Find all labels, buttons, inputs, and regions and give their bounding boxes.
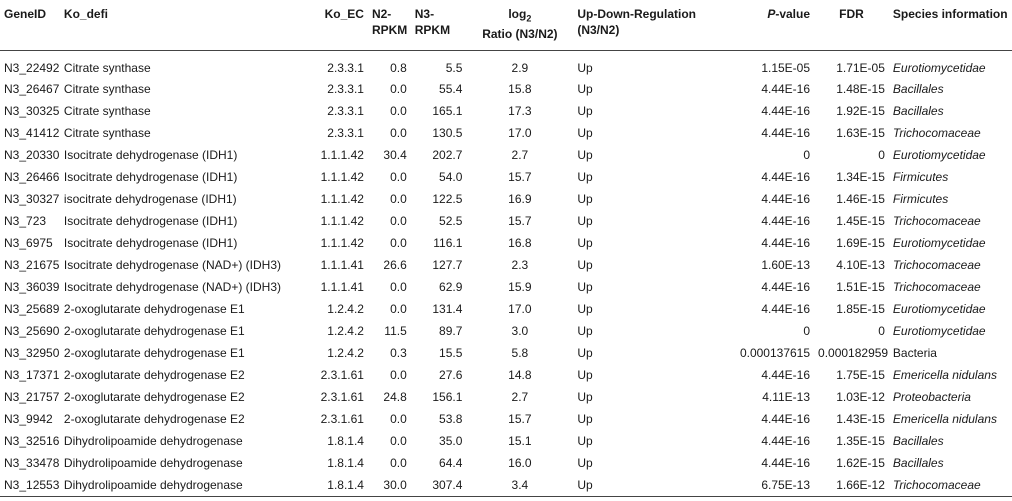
cell-regulation: Up bbox=[577, 412, 593, 426]
cell-regulation: Up bbox=[577, 280, 593, 294]
cell-n3-rpkm: 35.0 bbox=[439, 434, 463, 448]
cell-n2-rpkm: 0.0 bbox=[390, 302, 407, 316]
cell-fdr: 1.62E-15 bbox=[836, 456, 885, 470]
header-log-prefix: log bbox=[508, 7, 527, 21]
cell-n2-rpkm: 0.0 bbox=[390, 434, 407, 448]
cell-ko-defi: 2-oxoglutarate dehydrogenase E2 bbox=[63, 412, 245, 426]
header-log-suffix: Ratio (N3/N2) bbox=[482, 27, 558, 42]
cell-regulation: Up bbox=[577, 302, 593, 316]
cell-fdr: 1.45E-15 bbox=[836, 214, 885, 228]
cell-regulation: Up bbox=[577, 258, 593, 272]
cell-species: Eurotiomycetidae bbox=[892, 148, 986, 162]
cell-fdr: 1.34E-15 bbox=[836, 170, 885, 184]
cell-ko-ec: 1.8.1.4 bbox=[306, 474, 368, 496]
cell-ko-ec: 2.3.1.61 bbox=[320, 412, 364, 426]
table-row bbox=[0, 254, 1012, 276]
cell-n3-rpkm: 53.8 bbox=[439, 412, 463, 426]
cell-log2-ratio: 17.0 bbox=[508, 126, 532, 140]
cell-ko-defi: Isocitrate dehydrogenase (NAD+) (IDH3) bbox=[63, 258, 281, 272]
cell-log2-ratio: 2.9 bbox=[511, 61, 529, 76]
cell-ko-ec: 2.3.3.1 bbox=[327, 126, 364, 140]
cell-log2-ratio: 16.8 bbox=[508, 236, 532, 250]
cell-ko-ec: 1.1.1.41 bbox=[320, 258, 364, 272]
cell-ko-ec: 1.2.4.2 bbox=[327, 302, 364, 316]
header-pvalue-p: P bbox=[767, 7, 776, 21]
cell-ko-defi: Citrate synthase bbox=[63, 126, 151, 140]
cell-ko-defi: Isocitrate dehydrogenase (IDH1) bbox=[63, 170, 238, 184]
cell-gene-id: N3_33478 bbox=[4, 456, 60, 470]
cell-fdr: 0 bbox=[878, 148, 885, 162]
cell-ko-defi: Isocitrate dehydrogenase (IDH1) bbox=[63, 148, 238, 162]
cell-fdr: 1.43E-15 bbox=[836, 412, 885, 426]
cell-n2-rpkm: 0.0 bbox=[390, 170, 407, 184]
cell-fdr: 4.10E-13 bbox=[836, 258, 885, 272]
header-n2-rpkm: N2-RPKM bbox=[371, 7, 408, 37]
cell-log2-ratio: 15.7 bbox=[508, 170, 532, 184]
header-ko-defi: Ko_defi bbox=[63, 7, 108, 21]
cell-gene-id: N3_26467 bbox=[4, 82, 60, 96]
table-row bbox=[0, 100, 1012, 122]
cell-species: Trichocomaceae bbox=[892, 126, 981, 140]
cell-fdr: 1.71E-05 bbox=[836, 61, 885, 76]
table-row bbox=[0, 232, 1012, 254]
cell-gene-id: N3_22492 bbox=[4, 61, 60, 76]
cell-gene-id: N3_30327 bbox=[4, 192, 60, 206]
cell-ko-ec: 2.3.3.1 bbox=[327, 61, 364, 76]
cell-species: Bacillales bbox=[892, 456, 944, 470]
cell-log2-ratio: 15.1 bbox=[508, 434, 532, 448]
table-body bbox=[0, 50, 1012, 496]
table-row bbox=[0, 408, 1012, 430]
cell-pvalue: 4.44E-16 bbox=[761, 170, 811, 184]
cell-n2-rpkm: 0.3 bbox=[390, 346, 407, 360]
cell-n2-rpkm: 0.0 bbox=[390, 214, 407, 228]
cell-n3-rpkm: 122.5 bbox=[432, 192, 463, 206]
cell-n2-rpkm: 0.0 bbox=[390, 126, 407, 140]
cell-log2-ratio: 3.0 bbox=[511, 324, 529, 338]
cell-ko-defi: Isocitrate dehydrogenase (IDH1) bbox=[63, 214, 238, 228]
cell-ko-defi: Dihydrolipoamide dehydrogenase bbox=[63, 456, 243, 470]
table-row bbox=[0, 298, 1012, 320]
cell-regulation: Up bbox=[577, 434, 593, 448]
cell-ko-ec: 1.1.1.42 bbox=[320, 214, 364, 228]
table-row bbox=[0, 386, 1012, 408]
cell-species: Trichocomaceae bbox=[892, 280, 981, 294]
cell-pvalue: 0.000137615 bbox=[739, 346, 811, 360]
cell-fdr: 1.92E-15 bbox=[836, 104, 885, 118]
cell-n3-rpkm: 116.1 bbox=[433, 236, 463, 250]
cell-ko-defi: 2-oxoglutarate dehydrogenase E1 bbox=[63, 324, 245, 338]
cell-regulation: Up bbox=[577, 456, 593, 470]
cell-n3-rpkm: 5.5 bbox=[445, 61, 463, 76]
cell-ko-ec: 2.3.3.1 bbox=[327, 104, 364, 118]
table-row bbox=[0, 188, 1012, 210]
header-pvalue-rest: -value bbox=[775, 7, 811, 21]
cell-ko-defi: Dihydrolipoamide dehydrogenase bbox=[60, 474, 306, 496]
header-updown: Up-Down-Regulation (N3/N2) bbox=[577, 7, 696, 37]
cell-species: Trichocomaceae bbox=[889, 474, 1012, 496]
cell-pvalue: 4.44E-16 bbox=[761, 82, 811, 96]
cell-log2-ratio: 16.0 bbox=[508, 456, 532, 470]
cell-regulation: Up bbox=[577, 368, 593, 382]
cell-ko-ec: 1.1.1.42 bbox=[320, 236, 364, 250]
cell-species: Emericella nidulans bbox=[892, 412, 997, 426]
header-n3-rpkm: N3-RPKM bbox=[414, 7, 451, 37]
cell-n3-rpkm: 130.5 bbox=[432, 126, 463, 140]
cell-regulation: Up bbox=[577, 170, 593, 184]
table-row bbox=[0, 166, 1012, 188]
cell-ko-defi: isocitrate dehydrogenase (IDH1) bbox=[63, 192, 237, 206]
cell-n2-rpkm: 0.0 bbox=[390, 192, 407, 206]
cell-n3-rpkm: 27.6 bbox=[439, 368, 463, 382]
cell-pvalue: 0 bbox=[803, 148, 811, 162]
cell-gene-id: N3_41412 bbox=[4, 126, 60, 140]
cell-n2-rpkm: 0.8 bbox=[390, 61, 407, 76]
cell-log2-ratio: 17.3 bbox=[508, 104, 532, 118]
cell-n2-rpkm: 26.6 bbox=[383, 258, 407, 272]
cell-ko-defi: 2-oxoglutarate dehydrogenase E1 bbox=[63, 346, 245, 360]
cell-regulation: Up bbox=[577, 126, 593, 140]
cell-pvalue: 4.44E-16 bbox=[761, 192, 811, 206]
cell-pvalue: 4.11E-13 bbox=[762, 390, 811, 404]
cell-n3-rpkm: 64.4 bbox=[439, 456, 463, 470]
cell-log2-ratio: 2.7 bbox=[511, 390, 529, 404]
cell-species: Eurotiomycetidae bbox=[892, 236, 986, 250]
cell-n3-rpkm: 127.7 bbox=[432, 258, 463, 272]
cell-ko-ec: 1.1.1.42 bbox=[320, 170, 364, 184]
cell-regulation: Up bbox=[577, 148, 593, 162]
cell-ko-defi: Isocitrate dehydrogenase (NAD+) (IDH3) bbox=[63, 280, 281, 294]
cell-n2-rpkm: 0.0 bbox=[390, 412, 407, 426]
cell-fdr: 1.75E-15 bbox=[836, 368, 885, 382]
cell-n2-rpkm: 0.0 bbox=[390, 104, 407, 118]
cell-pvalue: 4.44E-16 bbox=[761, 368, 811, 382]
cell-n2-rpkm: 0.0 bbox=[390, 368, 407, 382]
cell-ko-defi: Citrate synthase bbox=[63, 82, 151, 96]
cell-n3-rpkm: 131.4 bbox=[432, 302, 463, 316]
cell-n2-rpkm: 30.4 bbox=[383, 148, 407, 162]
cell-gene-id: N3_12553 bbox=[0, 474, 60, 496]
cell-pvalue: 0 bbox=[803, 324, 811, 338]
cell-log2-ratio: 2.3 bbox=[511, 258, 529, 272]
cell-fdr: 1.48E-15 bbox=[836, 82, 885, 96]
cell-regulation: Up bbox=[577, 82, 593, 96]
cell-fdr: 1.51E-15 bbox=[836, 280, 885, 294]
cell-regulation: Up bbox=[577, 192, 593, 206]
cell-gene-id: N3_9942 bbox=[4, 412, 53, 426]
cell-gene-id: N3_21675 bbox=[4, 258, 60, 272]
table-row bbox=[0, 430, 1012, 452]
table-row bbox=[0, 364, 1012, 386]
cell-ko-defi: 2-oxoglutarate dehydrogenase E2 bbox=[63, 390, 245, 404]
cell-n3-rpkm: 52.5 bbox=[439, 214, 463, 228]
cell-gene-id: N3_36039 bbox=[4, 280, 60, 294]
header-pvalue bbox=[718, 0, 814, 50]
cell-log2-ratio: 2.7 bbox=[511, 148, 529, 162]
cell-n3-rpkm: 165.1 bbox=[432, 104, 463, 118]
cell-ko-defi: Isocitrate dehydrogenase (IDH1) bbox=[63, 236, 238, 250]
cell-pvalue: 1.15E-05 bbox=[761, 61, 811, 76]
cell-gene-id: N3_17371 bbox=[4, 368, 60, 382]
cell-ko-defi: Dihydrolipoamide dehydrogenase bbox=[63, 434, 243, 448]
cell-fdr: 1.35E-15 bbox=[836, 434, 885, 448]
cell-n2-rpkm: 0.0 bbox=[390, 280, 407, 294]
cell-ko-ec: 2.3.3.1 bbox=[327, 82, 364, 96]
cell-fdr: 1.66E-12 bbox=[814, 474, 889, 496]
cell-pvalue: 4.44E-16 bbox=[761, 236, 811, 250]
cell-n3-rpkm: 54.0 bbox=[439, 170, 463, 184]
cell-log2-ratio: 14.8 bbox=[508, 368, 532, 382]
cell-gene-id: N3_6975 bbox=[4, 236, 53, 250]
cell-pvalue: 4.44E-16 bbox=[761, 412, 811, 426]
cell-pvalue: 4.44E-16 bbox=[761, 104, 811, 118]
table-row bbox=[0, 78, 1012, 100]
cell-pvalue: 4.44E-16 bbox=[761, 456, 811, 470]
table-row bbox=[0, 342, 1012, 364]
cell-fdr: 0.000182959 bbox=[818, 346, 889, 360]
cell-gene-id: N3_20330 bbox=[4, 148, 60, 162]
cell-regulation: Up bbox=[577, 390, 593, 404]
cell-n3-rpkm: 89.7 bbox=[439, 324, 463, 338]
cell-regulation: Up bbox=[577, 324, 593, 338]
cell-pvalue: 4.44E-16 bbox=[761, 280, 811, 294]
header-ko-ec: Ko_EC bbox=[324, 7, 364, 21]
cell-ko-ec: 1.1.1.42 bbox=[320, 148, 364, 162]
cell-species: Bacillales bbox=[892, 82, 944, 96]
cell-n2-rpkm: 0.0 bbox=[390, 82, 407, 96]
cell-gene-id: N3_25689 bbox=[4, 302, 60, 316]
cell-fdr: 1.63E-15 bbox=[836, 126, 885, 140]
cell-species: Firmicutes bbox=[892, 192, 949, 206]
cell-n3-rpkm: 202.7 bbox=[432, 148, 463, 162]
table-row bbox=[0, 122, 1012, 144]
cell-gene-id: N3_30325 bbox=[4, 104, 60, 118]
cell-ko-ec: 1.8.1.4 bbox=[327, 434, 364, 448]
cell-gene-id: N3_723 bbox=[4, 214, 47, 228]
cell-fdr: 1.46E-15 bbox=[836, 192, 885, 206]
cell-n3-rpkm: 156.1 bbox=[432, 390, 463, 404]
cell-n3-rpkm: 307.4 bbox=[411, 474, 467, 496]
cell-pvalue: 4.44E-16 bbox=[761, 214, 811, 228]
cell-ko-ec: 1.2.4.2 bbox=[327, 324, 364, 338]
cell-species: Eurotiomycetidae bbox=[892, 61, 986, 76]
cell-n2-rpkm: 24.8 bbox=[383, 390, 407, 404]
header-species: Species information bbox=[892, 7, 1008, 21]
cell-ko-ec: 1.8.1.4 bbox=[327, 456, 364, 470]
cell-ko-ec: 2.3.1.61 bbox=[320, 390, 364, 404]
header-row bbox=[0, 0, 1012, 50]
cell-ko-ec: 1.1.1.41 bbox=[320, 280, 364, 294]
cell-fdr: 0 bbox=[878, 324, 885, 338]
cell-log2-ratio: 3.4 bbox=[466, 474, 573, 496]
cell-regulation: Up bbox=[577, 346, 593, 360]
table-row bbox=[0, 452, 1012, 474]
cell-species: Emericella nidulans bbox=[892, 368, 997, 382]
cell-species: Bacillales bbox=[892, 434, 944, 448]
cell-n3-rpkm: 55.4 bbox=[439, 82, 463, 96]
cell-pvalue: 4.44E-16 bbox=[761, 302, 811, 316]
cell-log2-ratio: 15.9 bbox=[508, 280, 532, 294]
cell-n3-rpkm: 62.9 bbox=[439, 280, 463, 294]
cell-species: Bacillales bbox=[892, 104, 944, 118]
cell-ko-defi: Citrate synthase bbox=[63, 104, 151, 118]
cell-log2-ratio: 15.7 bbox=[508, 412, 532, 426]
cell-ko-ec: 1.1.1.42 bbox=[320, 192, 364, 206]
cell-species: Trichocomaceae bbox=[892, 214, 981, 228]
cell-n2-rpkm: 0.0 bbox=[390, 456, 407, 470]
cell-n2-rpkm: 0.0 bbox=[390, 236, 407, 250]
table-row bbox=[0, 276, 1012, 298]
header-gene-id: GeneID bbox=[4, 7, 47, 21]
table-row bbox=[0, 144, 1012, 166]
cell-n2-rpkm: 30.0 bbox=[368, 474, 411, 496]
cell-pvalue: 6.75E-13 bbox=[718, 474, 814, 496]
cell-ko-defi: 2-oxoglutarate dehydrogenase E2 bbox=[63, 368, 245, 382]
cell-ko-defi: Citrate synthase bbox=[63, 61, 151, 76]
cell-species: Firmicutes bbox=[892, 170, 949, 184]
table-row bbox=[0, 474, 1012, 496]
cell-species: Eurotiomycetidae bbox=[892, 302, 986, 316]
cell-gene-id: N3_32516 bbox=[4, 434, 60, 448]
table-row bbox=[0, 210, 1012, 232]
cell-gene-id: N3_26466 bbox=[4, 170, 60, 184]
cell-regulation: Up bbox=[577, 61, 593, 76]
cell-pvalue: 1.60E-13 bbox=[761, 258, 811, 272]
cell-fdr: 1.03E-12 bbox=[836, 390, 885, 404]
cell-gene-id: N3_25690 bbox=[4, 324, 60, 338]
cell-regulation: Up bbox=[573, 474, 717, 496]
cell-species: Proteobacteria bbox=[892, 390, 971, 404]
cell-gene-id: N3_32950 bbox=[4, 346, 60, 360]
cell-species: Bacteria bbox=[892, 346, 937, 360]
cell-gene-id: N3_21757 bbox=[4, 390, 60, 404]
header-fdr: FDR bbox=[839, 7, 864, 21]
cell-ko-defi: 2-oxoglutarate dehydrogenase E1 bbox=[63, 302, 245, 316]
cell-pvalue: 4.44E-16 bbox=[761, 434, 811, 448]
cell-regulation: Up bbox=[577, 104, 593, 118]
cell-fdr: 1.85E-15 bbox=[836, 302, 885, 316]
cell-regulation: Up bbox=[577, 236, 593, 250]
table-header bbox=[0, 0, 1012, 50]
cell-species: Trichocomaceae bbox=[892, 258, 981, 272]
cell-log2-ratio: 5.8 bbox=[511, 346, 529, 360]
cell-log2-ratio: 16.9 bbox=[508, 192, 532, 206]
cell-ko-ec: 1.2.4.2 bbox=[327, 346, 364, 360]
cell-n3-rpkm: 15.5 bbox=[439, 346, 463, 360]
cell-log2-ratio: 17.0 bbox=[508, 302, 532, 316]
cell-n2-rpkm: 11.5 bbox=[384, 324, 407, 338]
cell-fdr: 1.69E-15 bbox=[836, 236, 885, 250]
table-row bbox=[0, 50, 1012, 78]
header-log-sub: 2 bbox=[526, 13, 532, 24]
header-log2-ratio bbox=[466, 0, 573, 50]
cell-species: Eurotiomycetidae bbox=[892, 324, 986, 338]
table-row bbox=[0, 320, 1012, 342]
cell-log2-ratio: 15.8 bbox=[508, 82, 532, 96]
cell-log2-ratio: 15.7 bbox=[508, 214, 532, 228]
cell-pvalue: 4.44E-16 bbox=[761, 126, 811, 140]
cell-regulation: Up bbox=[577, 214, 593, 228]
cell-ko-ec: 2.3.1.61 bbox=[320, 368, 364, 382]
